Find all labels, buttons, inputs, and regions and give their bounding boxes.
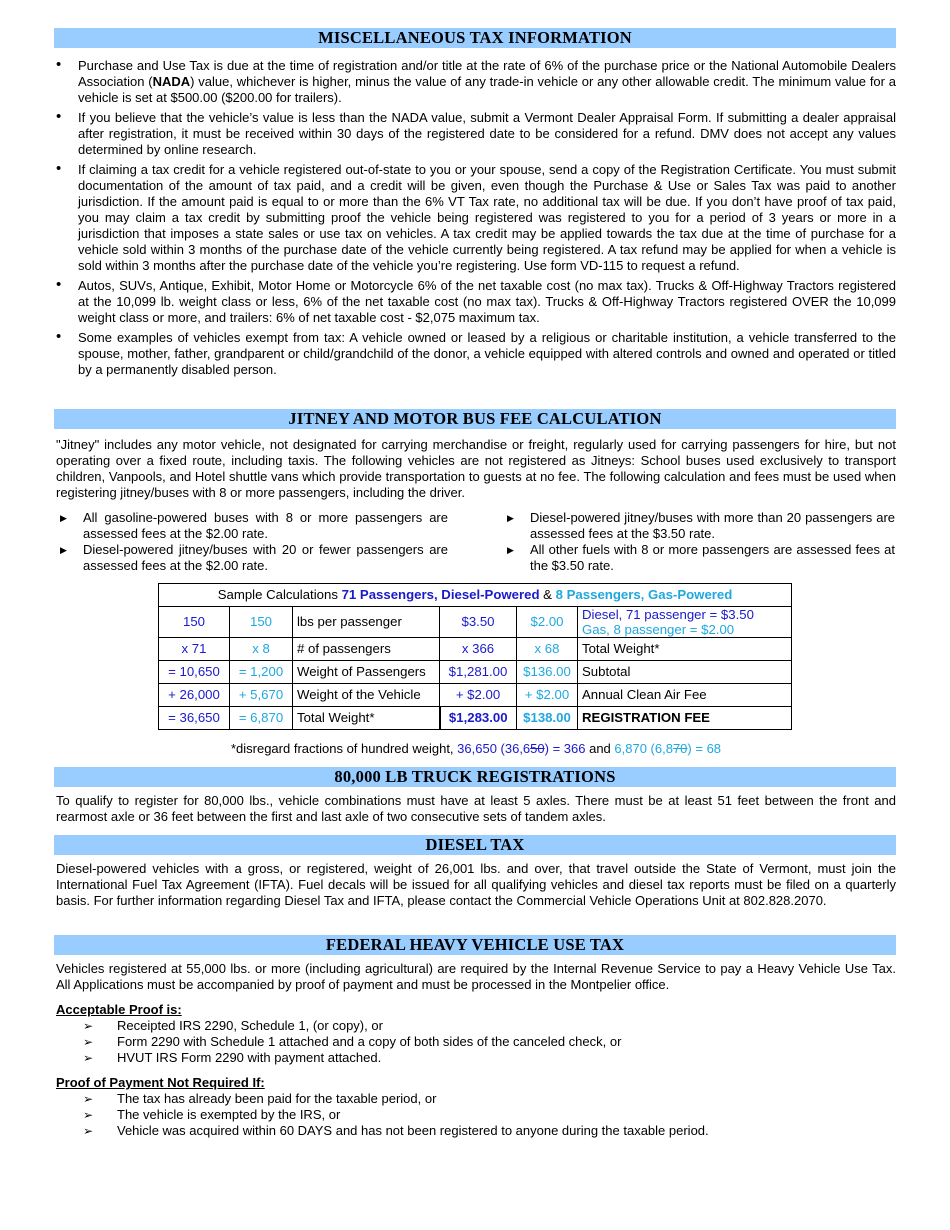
cell-gas-col: x 8 [230,638,293,661]
list-item-text: The vehicle is exempted by the IRS, or [117,1107,341,1122]
diesel-section-body [56,861,896,909]
list-item [56,1107,896,1123]
table-row [159,661,792,684]
not-required-heading: Proof of Payment Not Required If: [56,1075,265,1090]
truck-section-body [56,793,896,825]
note-gas-rate: Gas, 8 passenger = $2.00 [582,622,735,637]
truck-text: To qualify to register for 80,000 lbs., vehicle combinations must have at least 5 axles. There must be at least 51 feet between the front and rearmost axle or 36 feet between the first and last axle of two consecutive sets of tandem axles. [56,793,896,824]
footnote-text: *disregard fractions of hundred weight, [230,741,458,756]
table-caption-row [159,584,792,607]
sample-calculation-table [158,583,792,730]
cell-diesel-fee: + $2.00 [440,684,517,707]
not-required-list [56,1091,896,1139]
footnote-diesel-b: ) = 366 [544,741,586,756]
list-item-text: Vehicle was acquired within 60 DAYS and has not been registered to anyone during the taxable period. [117,1123,709,1138]
misc-section-body [56,58,896,382]
not-required-block [56,1075,896,1139]
triangle-bullet-icon: ▶ [507,545,514,555]
misc-bullet-list [56,58,896,378]
cell-label: # of passengers [293,638,440,661]
misc-b1-text-a: Purchase and Use Tax is due at the time of registration and/or title at the rate of 6% of the purchase price or the National Automobile Dealers Association ( [78,58,896,89]
cell-note: REGISTRATION FEE [578,707,792,730]
jitney-right-item-1-text: Diesel-powered jitney/buses with more than 20 passengers are assessed fees at the $3.50 rate. [530,510,895,541]
list-item [56,1091,896,1107]
misc-bullet-2 [56,110,896,158]
jitney-left-list-container [56,510,448,574]
jitney-right-list-container [503,510,895,574]
acceptable-proof-block [56,1002,896,1066]
hvut-section-body [56,961,896,993]
cell-gas-fee: $138.00 [517,707,578,730]
footnote-diesel-strike: 50 [530,741,545,756]
cell-note: Annual Clean Air Fee [578,684,792,707]
cell-diesel-col: = 10,650 [159,661,230,684]
cell-label: lbs per passenger [293,607,440,638]
misc-bullet-3 [56,162,896,274]
truck-section-header: 80,000 LB TRUCK REGISTRATIONS [54,767,896,787]
cell-gas-col: = 6,870 [230,707,293,730]
jitney-right-list [503,510,895,574]
bullet-icon: • [56,328,62,345]
bullet-icon: • [56,276,62,293]
cell-diesel-col: 150 [159,607,230,638]
cell-gas-fee: + $2.00 [517,684,578,707]
cell-gas-fee: $136.00 [517,661,578,684]
jitney-footnote [56,741,896,757]
cell-note: Total Weight* [578,638,792,661]
hvut-section-header: FEDERAL HEAVY VEHICLE USE TAX [54,935,896,955]
jitney-left-item-2-text: Diesel-powered jitney/buses with 20 or fewer passengers are assessed fees at the $2.00 rate. [83,542,448,573]
cell-gas-col: + 5,670 [230,684,293,707]
misc-b1-nada: NADA [152,74,191,89]
list-item-text: The tax has already been paid for the taxable period, or [117,1091,437,1106]
table-row [159,638,792,661]
arrow-bullet-icon: ➢ [83,1035,94,1049]
cell-gas-col: = 1,200 [230,661,293,684]
jitney-intro [56,437,896,501]
footnote-gas-a: 6,870 (6,8 [614,741,673,756]
list-item-text: HVUT IRS Form 2290 with payment attached. [117,1050,382,1065]
cell-gas-col: 150 [230,607,293,638]
cell-gas-fee: $2.00 [517,607,578,638]
bullet-icon: • [56,160,62,177]
hvut-text: Vehicles registered at 55,000 lbs. or more (including agricultural) are required by the Internal Revenue Service to pay a Heavy Vehicle Use Tax. All Applications must be accompanied by proof of payment and must be processed in the Montpelier office. [56,961,896,992]
footnote-gas-strike: 70 [672,741,688,756]
acceptable-proof-list [56,1018,896,1066]
caption-gas: 8 Passengers, Gas-Powered [555,587,733,602]
jitney-left-item-2 [56,542,448,574]
bullet-icon: • [56,56,62,73]
cell-diesel-col: x 71 [159,638,230,661]
misc-section-header: MISCELLANEOUS TAX INFORMATION [54,28,896,48]
table-row [159,684,792,707]
arrow-bullet-icon: ➢ [83,1124,94,1138]
footnote-diesel-a: 36,650 (36,6 [457,741,531,756]
jitney-left-list [56,510,448,574]
misc-b1-text-b: ) value, whichever is higher, minus the value of any trade-in vehicle or any other allowable credit. The minimum value for a vehicle is set at $500.00 ($200.00 for trailers). [78,74,897,105]
caption-amp: & [539,587,556,602]
list-item-text: Receipted IRS 2290, Schedule 1, (or copy), or [117,1018,383,1033]
cell-diesel-fee: x 366 [440,638,517,661]
cell-gas-fee: x 68 [517,638,578,661]
jitney-section-header: JITNEY AND MOTOR BUS FEE CALCULATION [54,409,896,429]
jitney-left-item-1-text: All gasoline-powered buses with 8 or more passengers are assessed fees at the $2.00 rate. [83,510,448,541]
cell-diesel-col: = 36,650 [159,707,230,730]
footnote-and: and [585,741,615,756]
cell-label: Weight of Passengers [293,661,440,684]
footnote-diesel [457,741,585,756]
arrow-bullet-icon: ➢ [83,1051,94,1065]
misc-b4-text: Autos, SUVs, Antique, Exhibit, Motor Home or Motorcycle 6% of the net taxable cost (no max tax). Trucks & Off-Highway Tractors registered at the 10,099 lb. weight class or less, 6% of the net taxable cost (no max tax). Trucks & Off-Highway Tractors registered OVER the 10,099 weight class or more, and trailers: 6% of net taxable cost - $2,075 maximum tax. [78,278,896,325]
jitney-right-item-2 [503,542,895,574]
bullet-icon: • [56,108,62,125]
caption-text: Sample Calculations [217,587,342,602]
cell-diesel-col: + 26,000 [159,684,230,707]
cell-note [578,607,792,638]
acceptable-proof-heading: Acceptable Proof is: [56,1002,182,1017]
misc-bullet-1 [56,58,896,106]
misc-b3-text: If claiming a tax credit for a vehicle registered out-of-state to you or your spouse, send a copy of the Registration Certificate. You must submit documentation of the amount of tax paid, and a credit will be given, even though the Purchase & Use or Sales Tax was paid to another jurisdiction. If the amount paid is equal to or more than the 6% VT Tax rate, no additional tax will be due. If you don’t have proof of tax paid, you may claim a tax credit by submitting proof the vehicle being registered was registered to you for a period of 3 years or more in a jurisdiction that imposes a state sales or use tax on vehicles. A tax credit may be applied towards the tax due at the time of purchase for a vehicle sold within 3 months of the purchase date of the vehicle currently being registered. A tax refund may be applied for when a vehicle is sold within 3 months after the purchase date of the vehicle you’re registering. Use form VD-115 to request a refund. [78,162,896,273]
list-item [56,1034,896,1050]
jitney-right-item-1 [503,510,895,542]
misc-b2-text: If you believe that the vehicle’s value is less than the NADA value, submit a Vermont Dealer Appraisal Form. If submitting a dealer appraisal after registration, it must be received within 30 days of the registered date to be considered for a refund. DMV does not accept any values determined by online research. [78,110,896,157]
triangle-bullet-icon: ▶ [60,545,67,555]
misc-b5-text: Some examples of vehicles exempt from tax: A vehicle owned or leased by a religious or charitable institution, a vehicle transferred to the spouse, mother, father, grandparent or child/grandchild of the donor, a vehicle equipped with altered controls and owned and operated or titled by a permanently disabled person. [78,330,896,377]
triangle-bullet-icon: ▶ [60,513,67,523]
arrow-bullet-icon: ➢ [83,1019,94,1033]
jitney-left-item-1 [56,510,448,542]
list-item [56,1018,896,1034]
jitney-intro-text: "Jitney" includes any motor vehicle, not designated for carrying merchandise or freight, regularly used for carrying passengers for hire, but not operating over a fixed route, including taxis. The following vehicles are not registered as Jitneys: School buses used exclusively to transport children, Vanpools, and Hotel shuttle vans which provide transportation to guests at no fee. The following calculation and fees must be used when registering jitney/buses with 8 or more passengers, including the driver. [56,437,896,500]
cell-note: Subtotal [578,661,792,684]
diesel-text: Diesel-powered vehicles with a gross, or registered, weight of 26,001 lbs. and over, that travel outside the State of Vermont, must join the International Fuel Tax Agreement (IFTA). Fuel decals will be issued for all qualifying vehicles and diesel tax reports must be filed on a quarterly basis. For further information regarding Diesel Tax and IFTA, please contact the Commercial Vehicle Operations Unit at 802.828.2070. [56,861,896,908]
arrow-bullet-icon: ➢ [83,1108,94,1122]
cell-label: Total Weight* [293,707,440,730]
list-item-text: Form 2290 with Schedule 1 attached and a copy of both sides of the canceled check, or [117,1034,622,1049]
misc-bullet-5 [56,330,896,378]
triangle-bullet-icon: ▶ [507,513,514,523]
table-caption [159,584,792,607]
footnote-gas [614,741,721,756]
table-row [159,707,792,730]
cell-diesel-fee: $3.50 [440,607,517,638]
list-item [56,1123,896,1139]
jitney-right-item-2-text: All other fuels with 8 or more passengers are assessed fees at the $3.50 rate. [530,542,895,573]
misc-bullet-4 [56,278,896,326]
arrow-bullet-icon: ➢ [83,1092,94,1106]
cell-diesel-fee: $1,283.00 [440,707,517,730]
note-diesel-rate: Diesel, 71 passenger = $3.50 [582,607,754,622]
footnote-gas-b: ) = 68 [687,741,722,756]
caption-diesel: 71 Passengers, Diesel-Powered [341,587,540,602]
cell-diesel-fee: $1,281.00 [440,661,517,684]
list-item [56,1050,896,1066]
table-row [159,607,792,638]
diesel-section-header: DIESEL TAX [54,835,896,855]
cell-label: Weight of the Vehicle [293,684,440,707]
